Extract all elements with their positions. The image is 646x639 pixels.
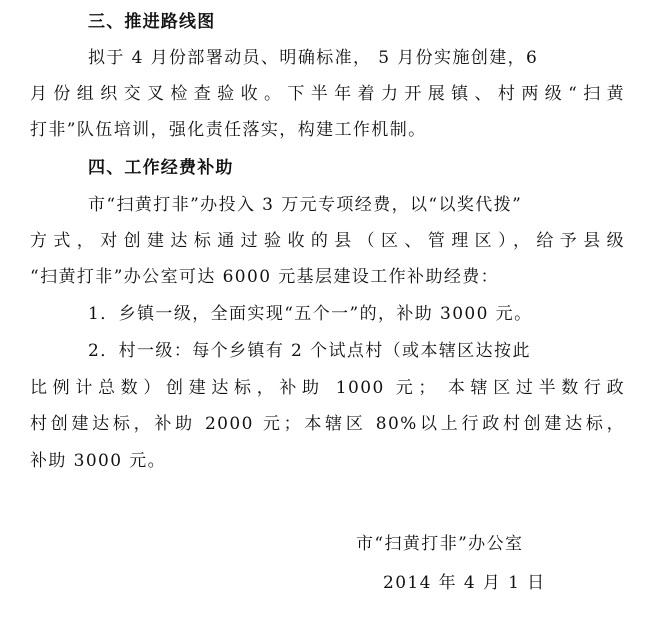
roadmap-paragraph-line-1: 拟于 4 月份部署动员、明确标准， 5 月份实施创建，6 — [88, 48, 539, 68]
funding-paragraph-line-1: 市“扫黄打非”办投入 3 万元专项经费，以“以奖代拨” — [88, 195, 523, 215]
funding-paragraph-line-3: “扫黄打非”办公室可达 6000 元基层建设工作补助经费： — [30, 267, 500, 287]
signature-date: 2014 年 4 月 1 日 — [383, 573, 546, 593]
funding-item-2-line-3: 村创建达标，补助 2000 元；本辖区 80%以上行政村创建达标， — [30, 414, 625, 434]
funding-paragraph-line-2: 方式，对创建达标通过验收的县（区、管理区），给予县级 — [30, 231, 625, 251]
section-heading-funding: 四、工作经费补助 — [88, 158, 234, 178]
funding-item-1-line-1: 1．乡镇一级，全面实现“五个一”的，补助 3000 元。 — [88, 304, 533, 324]
funding-item-2-line-2: 比例计总数）创建达标，补助 1000 元； 本辖区过半数行政 — [30, 378, 625, 398]
roadmap-paragraph-line-3: 打非”队伍培训，强化责任落实，构建工作机制。 — [30, 120, 427, 140]
funding-item-2-line-4: 补助 3000 元。 — [30, 451, 167, 471]
signature-issuer: 市“扫黄打非”办公室 — [356, 534, 524, 554]
funding-item-2-line-1: 2．村一级：每个乡镇有 2 个试点村（或本辖区达按此 — [88, 341, 531, 361]
roadmap-paragraph-line-2: 月份组织交叉检查验收。下半年着力开展镇、村两级“扫黄 — [30, 84, 625, 104]
section-heading-roadmap: 三、推进路线图 — [88, 12, 216, 32]
